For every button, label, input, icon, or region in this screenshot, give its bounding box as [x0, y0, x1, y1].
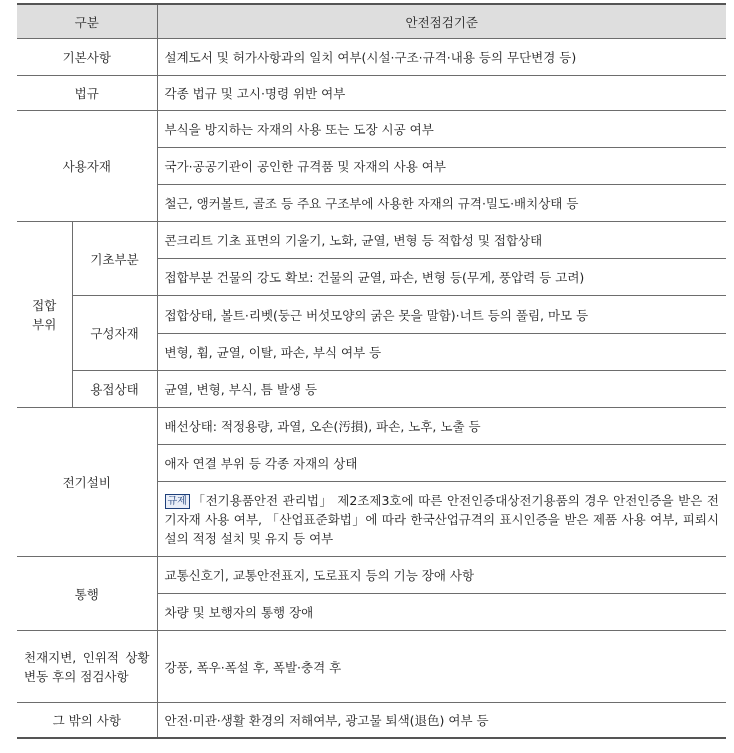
- table-row: [17, 76, 726, 111]
- table-row: [17, 222, 726, 259]
- criteria-cell-regulation: [157, 482, 726, 557]
- row-sublabel-components: 구성자재: [72, 296, 157, 371]
- row-label-basic: 기본사항: [17, 39, 157, 76]
- criteria-cell: 철근, 앵커볼트, 골조 등 주요 구조부에 사용한 자재의 규격·밀도·배치상태 등: [157, 185, 726, 222]
- regulation-badge: 규제: [165, 494, 190, 509]
- criteria-cell: 각종 법규 및 고시·명령 위반 여부: [157, 76, 726, 111]
- criteria-cell: 교통신호기, 교통안전표지, 도로표지 등의 기능 장애 사항: [157, 557, 726, 594]
- criteria-cell: 안전·미관·생활 환경의 저해여부, 광고물 퇴색(退色) 여부 등: [157, 703, 726, 739]
- table-row: [17, 39, 726, 76]
- row-label-other: 그 밖의 사항: [17, 703, 157, 739]
- table-row: [17, 371, 726, 408]
- criteria-cell: 균열, 변형, 부식, 틈 발생 등: [157, 371, 726, 408]
- row-label-joint: 접합부위: [17, 222, 72, 408]
- criteria-cell: 콘크리트 기초 표면의 기울기, 노화, 균열, 변형 등 적합성 및 접합상태: [157, 222, 726, 259]
- table-row: [17, 631, 726, 703]
- row-label-materials: 사용자재: [17, 111, 157, 222]
- row-label-traffic: 통행: [17, 557, 157, 631]
- table-row: [17, 557, 726, 594]
- row-sublabel-welding: 용접상태: [72, 371, 157, 408]
- criteria-cell: 부식을 방지하는 자재의 사용 또는 도장 시공 여부: [157, 111, 726, 148]
- header-criteria: 안전점검기준: [157, 4, 726, 39]
- criteria-cell: 배선상태: 적정용량, 과열, 오손(汚損), 파손, 노후, 노출 등: [157, 408, 726, 445]
- criteria-cell: 접합상태, 볼트·리벳(둥근 버섯모양의 굵은 못을 말함)·너트 등의 풀림, 마모 등: [157, 296, 726, 334]
- table-row: [17, 408, 726, 445]
- criteria-cell: 차량 및 보행자의 통행 장애: [157, 594, 726, 631]
- criteria-cell: 접합부분 건물의 강도 확보: 건물의 균열, 파손, 변형 등(무게, 풍압력 등 고려): [157, 259, 726, 296]
- safety-criteria-table: [17, 3, 726, 739]
- header-row: [17, 4, 726, 39]
- criteria-cell: 강풍, 폭우·폭설 후, 폭발·충격 후: [157, 631, 726, 703]
- criteria-cell: 국가·공공기관이 공인한 규격품 및 자재의 사용 여부: [157, 148, 726, 185]
- criteria-cell: 설계도서 및 허가사항과의 일치 여부(시설·구조·규격·내용 등의 무단변경 등): [157, 39, 726, 76]
- criteria-cell: 애자 연결 부위 등 각종 자재의 상태: [157, 445, 726, 482]
- table-row: [17, 703, 726, 739]
- table-row: [17, 111, 726, 148]
- row-label-disaster: 천재지변, 인위적 상황 변동 후의 점검사항: [17, 631, 157, 703]
- criteria-cell: 변형, 휨, 균열, 이탈, 파손, 부식 여부 등: [157, 334, 726, 371]
- row-label-law: 법규: [17, 76, 157, 111]
- row-sublabel-foundation: 기초부분: [72, 222, 157, 296]
- regulation-text: 「전기용품안전 관리법」 제2조제3호에 따른 안전인증대상전기용품의 경우 안전인증을 받은 전기자재 사용 여부, 「산업표준화법」에 따라 한국산업규격의 표시인증을 받은 제품 사용 여부, 피뢰시설의 적정 설치 및 유지 등 여부: [164, 492, 719, 546]
- table-row: [17, 296, 726, 334]
- row-label-electrical: 전기설비: [17, 408, 157, 557]
- header-category: 구분: [17, 4, 157, 39]
